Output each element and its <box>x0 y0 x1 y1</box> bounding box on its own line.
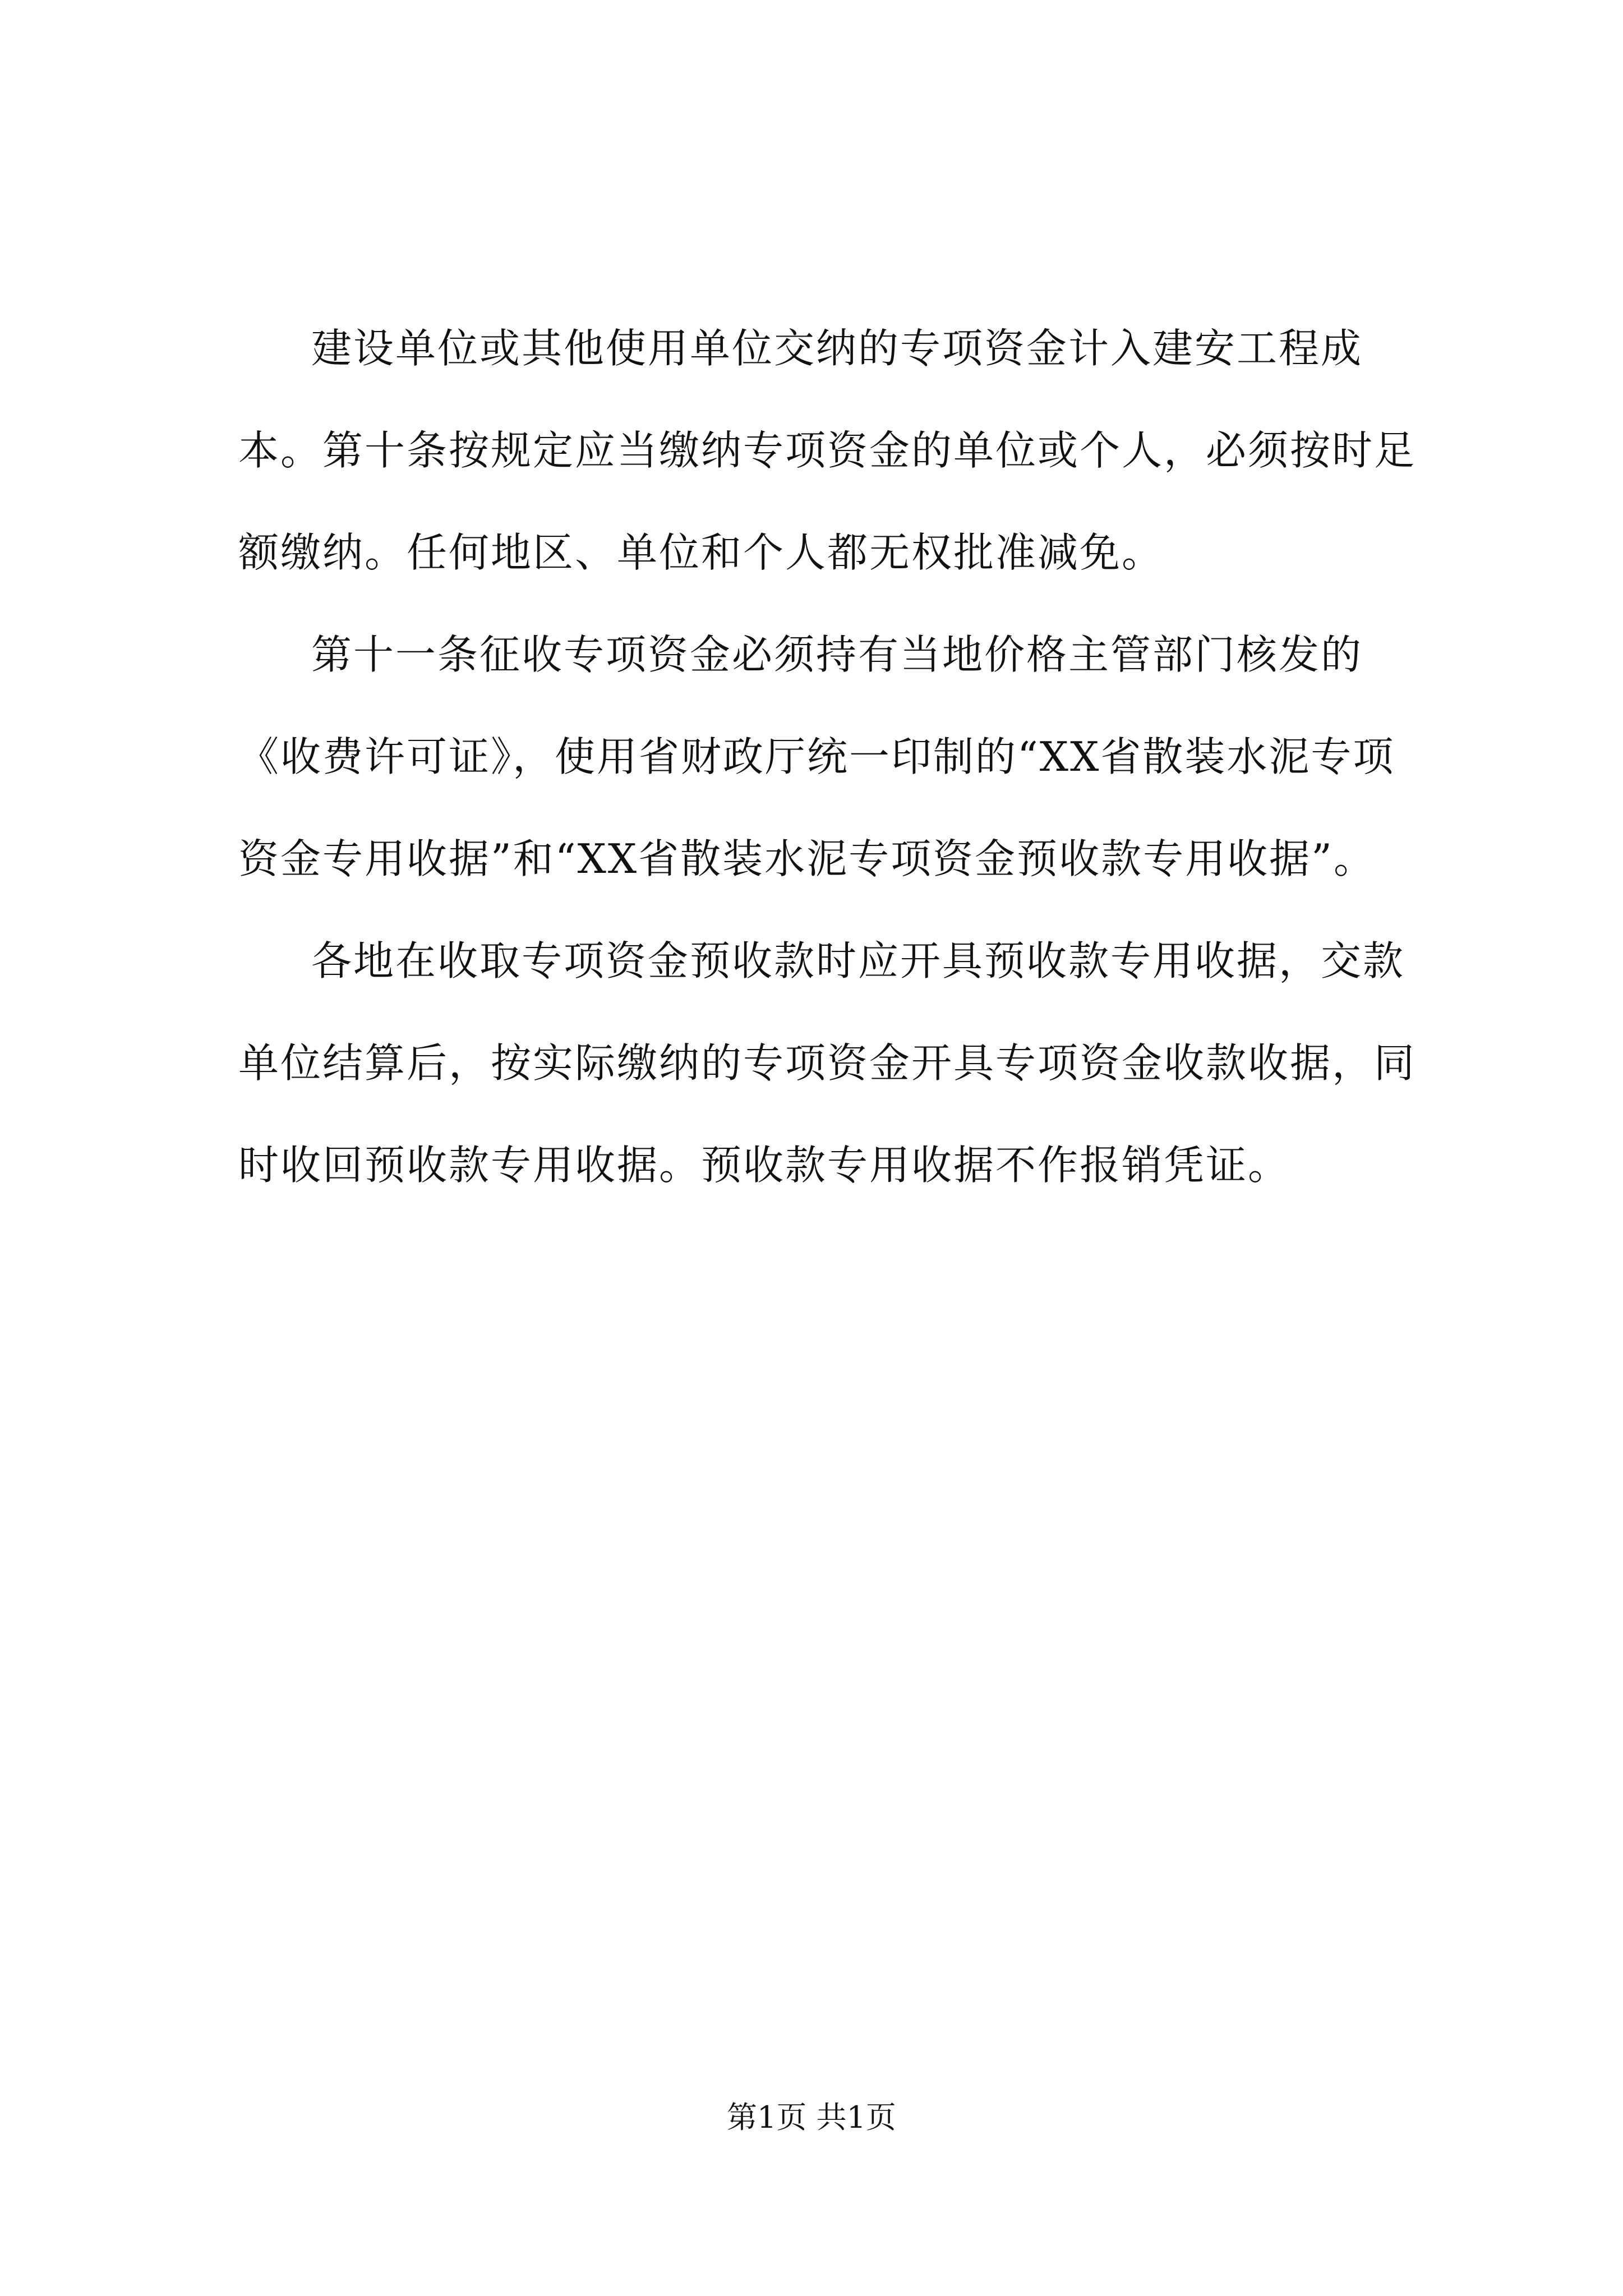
paragraph-line: 本。第十条按规定应当缴纳专项资金的单位或个人，必须按时足 <box>238 427 1417 474</box>
paragraph-line: 额缴纳。任何地区、单位和个人都无权批准减免。 <box>238 529 1164 576</box>
paragraph-line: 资金专用收据”和“XX省散装水泥专项资金预收款专用收据”。 <box>238 835 1376 882</box>
paragraph-2 <box>238 604 1433 910</box>
paragraph-line: 各地在收取专项资金预收款时应开具预收款专用收据，交款 <box>311 937 1405 984</box>
document-body <box>238 297 1433 1216</box>
paragraph-line: 时收回预收款专用收据。预收款专用收据不作报销凭证。 <box>238 1142 1290 1189</box>
paragraph-line: 《收费许可证》，使用省财政厅统一印制的“XX省散装水泥专项 <box>238 733 1395 780</box>
page-footer <box>0 2095 1623 2140</box>
paragraph-3 <box>238 910 1433 1216</box>
page-number-label: 第1页 共1页 <box>727 2100 896 2135</box>
paragraph-1 <box>238 297 1433 604</box>
paragraph-line: 第十一条征收专项资金必须持有当地价格主管部门核发的 <box>311 631 1363 678</box>
paragraph-line: 单位结算后，按实际缴纳的专项资金开具专项资金收款收据，同 <box>238 1039 1417 1087</box>
paragraph-line: 建设单位或其他使用单位交纳的专项资金计入建安工程成 <box>311 325 1363 372</box>
